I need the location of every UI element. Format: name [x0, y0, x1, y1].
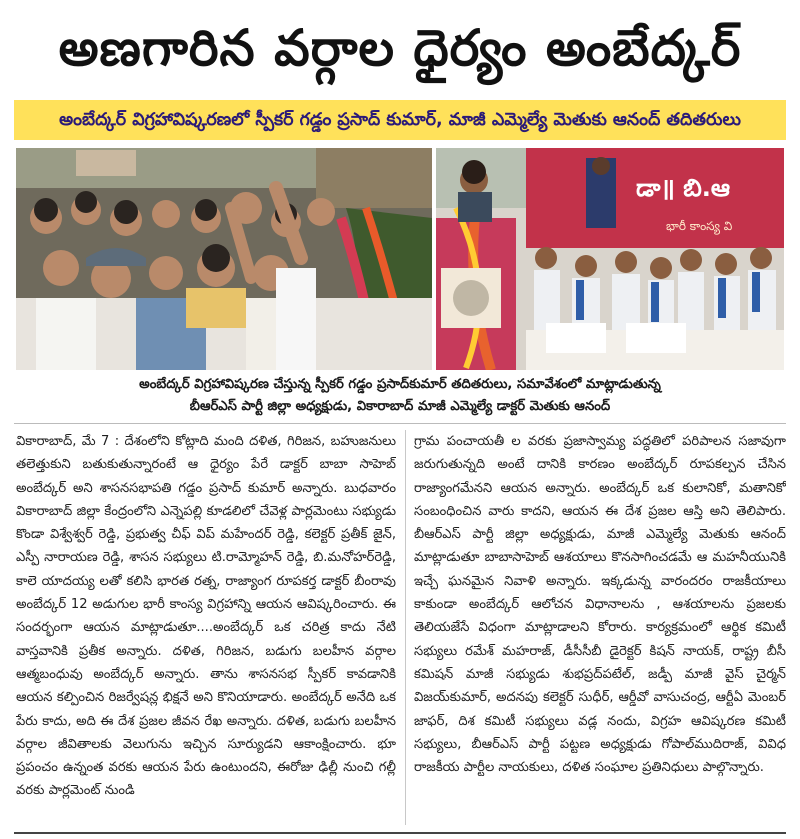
article-paragraph-left: వికారాబాద్, మే 7 : దేశంలోని కోట్లాది మంది దళిత, గిరిజన, బహుజనులు తలెత్తుకుని బతుకుతున్నారంటే ఆ ధైర్యం పేరే డాక్టర్ బాబా సాహెబ్ అంబేద్కర్ అని శాసనసభాపతి గడ్డం ప్రసాద్ కుమార్ అన్నారు. బుధవారం వికారాబాద్ జిల్లా కేంద్రంలోని ఎన్నెపల్లి కూడలిలో చేవెళ్ల పార్లమెంటు సభ్యుడు కొండా విశ్వేశ్వర్ రెడ్డి, ప్రభుత్వ చీఫ్ విప్ మహేందర్ రెడ్డి, కలెక్టర్ ప్రతీక్ జైన్, ఎస్పీ నారాయణ రెడ్డి, శాసన సభ్యులు టి.రామ్మోహన్ రెడ్డి, బి.మనోహర్‌రెడ్డి, కాలె యాదయ్య లతో కలిసి భారత రత్న, రాజ్యాంగ రూపకర్త డాక్టర్ బీంరావు అంబేద్కర్ 12 అడుగుల భారీ కాంస్య విగ్రహాన్ని ఆయన ఆవిష్కరించారు. ఈ సందర్భంగా ఆయన మాట్లాడుతూ....అంబేద్కర్ ఒక చరిత్ర కాదు నేటి వాస్తవానికి ప్రతీక అన్నారు. దళిత, గిరిజన, బడుగు బలహీన వర్గాల ఆత్మబంధువు అంబేద్కర్ అన్నారు. తాను శాసనసభ స్పీకర్ కావడానికి ఆయన కల్పించిన రిజర్వేషన్ల భిక్షనే అని కొనియాడారు. అంబేద్కర్ అనేది ఒక పేరు కాదు, అది ఈ దేశ ప్రజల జీవన రేఖ అన్నారు. దళిత, బడుగు బలహీన వర్గాల జీవితాలకు వెలుగును ఇచ్చిన సూర్యుడని ఆకాంక్షించారు. భూ ప్రపంచం ఉన్నంత వరకు ఆయన పేరు ఉంటుందని, ఈరోజు ఢిల్లీ నుంచి గల్లీ వరకు పార్లమెంట్ నుండి [16, 434, 396, 799]
stage-banner-title: డా॥ బి.ఆ [636, 174, 730, 202]
column-divider [405, 430, 406, 825]
bottom-rule [14, 832, 786, 834]
subheadline-banner: అంబేద్కర్ విగ్రహావిష్కరణలో స్పీకర్ గడ్డం ప్రసాద్ కుమార్, మాజీ ఎమ్మెల్యే మెతుకు ఆనంద్ తదితరులు [14, 100, 786, 140]
caption-line-1: అంబేద్కర్ విగ్రహావిష్కరణ చేస్తున్న స్పీకర్ గడ్డం ప్రసాద్‌కుమార్ తదితరులు, సమావేశంలో మాట్లాడుతున్న [139, 377, 661, 392]
article-column-left [16, 430, 396, 830]
photo-caption [14, 374, 786, 420]
article-paragraph-right: గ్రామ పంచాయతీ ల వరకు ప్రజాస్వామ్య పద్ధతిలో పరిపాలన సజావుగా జరుగుతున్నది అంటే దానికి కారణం అంబేద్కర్ రూపకల్పన చేసిన రాజ్యాంగమేనని ఆయన అన్నారు. అంబేద్కర్ ఒక కులానికో, మతానికో సంబంధించిన వారు కాదని, ఆయన ఈ దేశ ప్రజల ఆస్తి అని తెలిపారు. బీఆర్ఎస్ పార్టీ జిల్లా అధ్యక్షుడు, మాజీ ఎమ్మెల్యే మెతుకు ఆనంద్ మాట్లాడుతూ బాబాసాహెబ్ ఆశయాలు కొనసాగించడమే ఆ మహనీయునికి ఇచ్చే ఘనమైన నివాళి అన్నారు. ఇక్కడున్న వారందరం రాజకీయాలు కాకుండా అంబేద్కర్ ఆలోచన విధానాలను , ఆశయాలను ప్రజలకు తెలియజేసే విధంగా మాట్లాడాలని కోరారు. కార్యక్రమంలో ఆర్థిక కమిటీ సభ్యులు రమేశ్ మహరాజ్, డీసీసీబీ డైరెక్టర్ కిషన్ నాయక్, రాష్ట్ర బీసీ కమిషన్ మాజీ సభ్యుడు శుభప్రద్‌పటేల్, జడ్పీ మాజీ వైస్ చైర్మన్ విజయ్‌కుమార్, అదనపు కలెక్టర్ సుధీర్, ఆర్డీవో వాసుచంద్ర, ఆర్టీఏ మెంబర్ జాఫర్, దిశ కమిటీ సభ్యులు వడ్ల నందు, విగ్రహ ఆవిష్కరణ కమిటీ సభ్యులు, బీఆర్ఎస్ పార్టీ పట్టణ అధ్యక్షుడు గోపాల్‌ముదిరాజ్, వివిధ రాజకీయ పార్టీల నాయకులు, దళిత సంఘాల ప్రతినిధులు పాల్గొన్నారు. [414, 434, 786, 776]
caption-line-2: బీఆర్ఎస్ పార్టీ జిల్లా అధ్యక్షుడు, వికారాబాద్ మాజీ ఎమ్మెల్యే డాక్టర్ మెతుకు ఆనంద్ [189, 399, 611, 414]
headline: అణగారిన వర్గాల ధైర్యం అంబేద్కర్ [58, 19, 742, 77]
speaker-meeting-photo [436, 148, 784, 370]
statue-unveiling-photo [16, 148, 432, 370]
crowd-illustration [16, 148, 432, 370]
stage-banner-subtitle: భారీ కాంస్య వి [666, 219, 733, 233]
caption-divider [14, 423, 786, 424]
stage-illustration [436, 148, 784, 370]
article-column-right [414, 430, 786, 830]
